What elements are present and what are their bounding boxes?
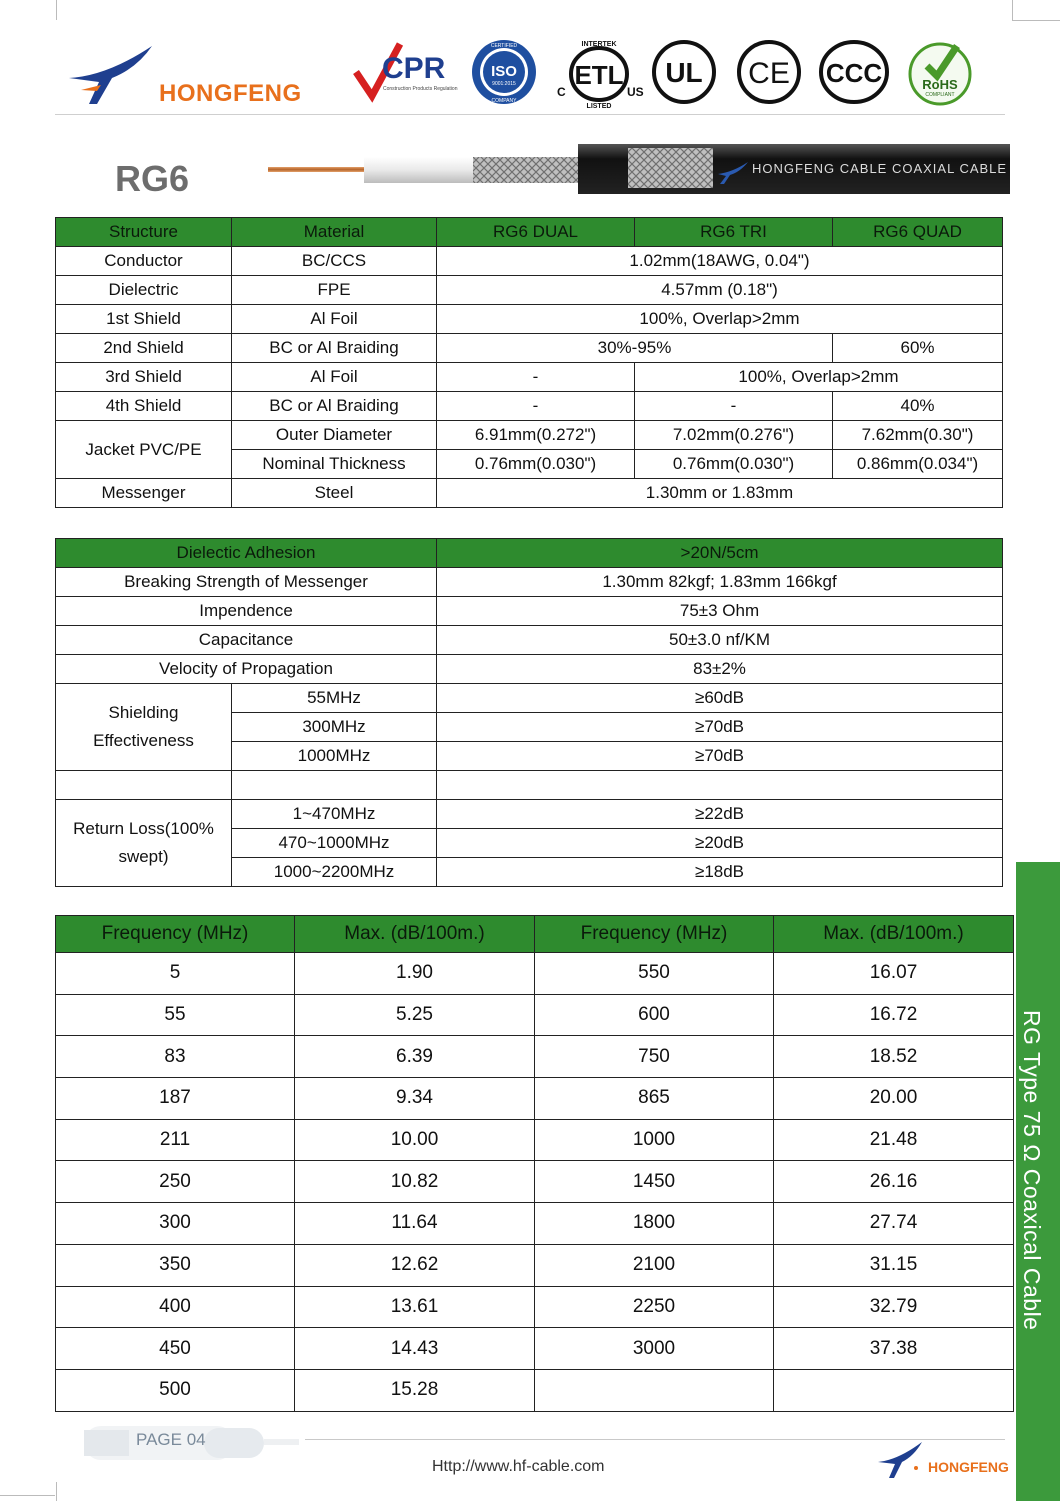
header-divider bbox=[55, 114, 1005, 115]
attenuation-table bbox=[55, 915, 1014, 1412]
table-cell: 26.16 bbox=[774, 1161, 1014, 1203]
table-cell: 750 bbox=[535, 1036, 774, 1078]
table-row bbox=[56, 1119, 1014, 1161]
table-cell: 50±3.0 nf/KM bbox=[437, 626, 1003, 655]
table-row bbox=[56, 655, 1003, 684]
svg-text:ISO: ISO bbox=[491, 63, 517, 80]
table-cell: 6.39 bbox=[295, 1036, 535, 1078]
table-cell: 83±2% bbox=[437, 655, 1003, 684]
table-cell: 1st Shield bbox=[56, 305, 232, 334]
svg-text:9001:2015: 9001:2015 bbox=[492, 81, 516, 87]
table-cell bbox=[437, 771, 1003, 800]
structure-table bbox=[55, 217, 1003, 508]
table-row bbox=[56, 597, 1003, 626]
footer-url[interactable]: Http://www.hf-cable.com bbox=[432, 1458, 605, 1475]
page-header bbox=[55, 30, 1005, 114]
return-loss-label bbox=[56, 800, 232, 887]
svg-text:CPR: CPR bbox=[382, 52, 446, 85]
table-cell: ≥18dB bbox=[437, 858, 1003, 887]
table-cell: 187 bbox=[56, 1078, 295, 1120]
svg-text:RoHS: RoHS bbox=[922, 77, 958, 92]
table-cell: 55MHz bbox=[232, 684, 437, 713]
side-tab-label: RG Type 75 Ω Coaxical Cable bbox=[1019, 1010, 1045, 1331]
iso-logo-icon bbox=[470, 38, 538, 106]
crop-mark bbox=[0, 1495, 55, 1496]
rohs-logo-icon bbox=[905, 38, 973, 106]
table-cell: 31.15 bbox=[774, 1244, 1014, 1286]
table-cell: 865 bbox=[535, 1078, 774, 1120]
cable-illustration bbox=[268, 144, 1010, 194]
table-header-row bbox=[56, 218, 1003, 247]
crop-mark bbox=[56, 1482, 57, 1501]
table-cell: Al Foil bbox=[232, 363, 437, 392]
table-row bbox=[56, 1078, 1014, 1120]
shielding-label-line: Effectiveness bbox=[93, 731, 194, 750]
table-cell: BC or Al Braiding bbox=[232, 334, 437, 363]
attenuation-rows bbox=[56, 953, 1014, 1412]
brand-name: HONGFENG bbox=[159, 80, 302, 107]
column-header: Max. (dB/100m.) bbox=[774, 916, 1014, 953]
table-cell: BC/CCS bbox=[232, 247, 437, 276]
svg-text:COMPANY: COMPANY bbox=[491, 98, 517, 104]
table-cell: 0.86mm(0.034") bbox=[833, 450, 1003, 479]
table-cell: Steel bbox=[232, 479, 437, 508]
column-header: Frequency (MHz) bbox=[56, 916, 295, 953]
table-row bbox=[56, 953, 1014, 995]
product-title: RG6 bbox=[115, 158, 190, 199]
table-cell: 2250 bbox=[535, 1286, 774, 1328]
svg-text:LISTED: LISTED bbox=[586, 103, 612, 110]
svg-text:HONGFENG CABLE COAXIAL CABLE: HONGFENG CABLE COAXIAL CABLE bbox=[752, 161, 1008, 176]
table-cell: 16.07 bbox=[774, 953, 1014, 995]
cpr-logo-icon bbox=[352, 38, 458, 106]
table-cell: Conductor bbox=[56, 247, 232, 276]
table-cell: 0.76mm(0.030") bbox=[437, 450, 635, 479]
table-row bbox=[56, 247, 1003, 276]
svg-text:ETL: ETL bbox=[574, 60, 624, 90]
table-cell: 2nd Shield bbox=[56, 334, 232, 363]
table-cell: 13.61 bbox=[295, 1286, 535, 1328]
table-cell: 9.34 bbox=[295, 1078, 535, 1120]
svg-text:CE: CE bbox=[748, 57, 790, 90]
shielding-label bbox=[56, 684, 232, 771]
table-cell: 3000 bbox=[535, 1328, 774, 1370]
table-cell: 550 bbox=[535, 953, 774, 995]
column-header: Material bbox=[232, 218, 437, 247]
table-row bbox=[56, 1161, 1014, 1203]
table-row bbox=[56, 1203, 1014, 1245]
ccc-logo-icon bbox=[818, 38, 886, 106]
ul-logo-icon bbox=[650, 38, 718, 106]
side-tab-label-wrap bbox=[1018, 1010, 1058, 1360]
svg-text:CERTIFIED: CERTIFIED bbox=[490, 43, 518, 49]
svg-text:INTERTEK: INTERTEK bbox=[581, 41, 617, 48]
table-cell: 1450 bbox=[535, 1161, 774, 1203]
table-cell: 450 bbox=[56, 1328, 295, 1370]
table-cell: 14.43 bbox=[295, 1328, 535, 1370]
table-cell: 21.48 bbox=[774, 1119, 1014, 1161]
column-header: RG6 TRI bbox=[635, 218, 833, 247]
table-cell: Capacitance bbox=[56, 626, 437, 655]
table-cell: Breaking Strength of Messenger bbox=[56, 568, 437, 597]
table-cell: ≥70dB bbox=[437, 742, 1003, 771]
table-row bbox=[56, 684, 1003, 713]
table-cell: 1800 bbox=[535, 1203, 774, 1245]
table-cell: Outer Diameter bbox=[232, 421, 437, 450]
table-cell: 40% bbox=[833, 392, 1003, 421]
svg-text:COMPLIANT: COMPLIANT bbox=[925, 92, 955, 98]
svg-text:US: US bbox=[627, 85, 644, 99]
shielding-label-line: Shielding bbox=[108, 703, 179, 722]
column-header: >20N/5cm bbox=[437, 539, 1003, 568]
table-row bbox=[56, 334, 1003, 363]
column-header: Frequency (MHz) bbox=[535, 916, 774, 953]
table-row bbox=[56, 1328, 1014, 1370]
table-cell: 27.74 bbox=[774, 1203, 1014, 1245]
ce-logo-icon bbox=[735, 38, 803, 106]
bird-logo-icon bbox=[876, 1440, 926, 1480]
table-cell bbox=[774, 1369, 1014, 1411]
electrical-table bbox=[55, 538, 1003, 887]
table-header-row bbox=[56, 916, 1014, 953]
table-row bbox=[56, 276, 1003, 305]
table-row bbox=[56, 479, 1003, 508]
column-header: Structure bbox=[56, 218, 232, 247]
table-cell: 7.62mm(0.30") bbox=[833, 421, 1003, 450]
table-row bbox=[56, 1244, 1014, 1286]
table-cell: Jacket PVC/PE bbox=[56, 421, 232, 479]
svg-text:CCC: CCC bbox=[825, 58, 883, 88]
table-cell: 18.52 bbox=[774, 1036, 1014, 1078]
table-cell: 1000 bbox=[535, 1119, 774, 1161]
etl-logo-icon bbox=[553, 38, 645, 110]
return-loss-label-line: Return Loss(100% bbox=[73, 819, 214, 838]
table-row bbox=[56, 305, 1003, 334]
table-cell: 6.91mm(0.272") bbox=[437, 421, 635, 450]
table-cell: 55 bbox=[56, 994, 295, 1036]
svg-text:Construction Products Regulati: Construction Products Regulation bbox=[383, 86, 458, 92]
table-cell: - bbox=[437, 392, 635, 421]
table-cell bbox=[56, 771, 232, 800]
table-cell: 7.02mm(0.276") bbox=[635, 421, 833, 450]
table-row bbox=[56, 363, 1003, 392]
table-cell bbox=[535, 1369, 774, 1411]
table-cell: 350 bbox=[56, 1244, 295, 1286]
table-cell: 211 bbox=[56, 1119, 295, 1161]
table-row bbox=[56, 568, 1003, 597]
table-cell: 5 bbox=[56, 953, 295, 995]
table-cell: Dielectric bbox=[56, 276, 232, 305]
table-cell: Nominal Thickness bbox=[232, 450, 437, 479]
table-cell: 10.82 bbox=[295, 1161, 535, 1203]
column-header: RG6 QUAD bbox=[833, 218, 1003, 247]
table-cell: Impendence bbox=[56, 597, 437, 626]
table-row bbox=[56, 994, 1014, 1036]
table-cell: 250 bbox=[56, 1161, 295, 1203]
table-header-row bbox=[56, 539, 1003, 568]
column-header: Max. (dB/100m.) bbox=[295, 916, 535, 953]
table-cell: 75±3 Ohm bbox=[437, 597, 1003, 626]
table-cell: 500 bbox=[56, 1369, 295, 1411]
table-cell: 12.62 bbox=[295, 1244, 535, 1286]
table-cell: Al Foil bbox=[232, 305, 437, 334]
table-cell: ≥60dB bbox=[437, 684, 1003, 713]
table-cell: 0.76mm(0.030") bbox=[635, 450, 833, 479]
table-cell: - bbox=[437, 363, 635, 392]
table-cell: 2100 bbox=[535, 1244, 774, 1286]
bird-logo-icon bbox=[67, 38, 167, 108]
footer-brand: HONGFENG bbox=[928, 1459, 1009, 1475]
page-number: PAGE 04 bbox=[136, 1430, 206, 1449]
table-cell: 300 bbox=[56, 1203, 295, 1245]
table-cell: 4.57mm (0.18") bbox=[437, 276, 1003, 305]
table-cell: 300MHz bbox=[232, 713, 437, 742]
table-cell: BC or Al Braiding bbox=[232, 392, 437, 421]
table-row bbox=[56, 626, 1003, 655]
table-row bbox=[56, 800, 1003, 829]
table-cell: 10.00 bbox=[295, 1119, 535, 1161]
table-cell: FPE bbox=[232, 276, 437, 305]
table-cell: 60% bbox=[833, 334, 1003, 363]
table-row bbox=[56, 421, 1003, 450]
table-cell: ≥70dB bbox=[437, 713, 1003, 742]
table-cell: 100%, Overlap>2mm bbox=[635, 363, 1003, 392]
table-cell: 470~1000MHz bbox=[232, 829, 437, 858]
table-cell: 16.72 bbox=[774, 994, 1014, 1036]
table-cell: 600 bbox=[535, 994, 774, 1036]
table-row bbox=[56, 1286, 1014, 1328]
table-cell: 1000MHz bbox=[232, 742, 437, 771]
table-cell: 1.90 bbox=[295, 953, 535, 995]
hongfeng-logo bbox=[67, 38, 302, 108]
crop-mark bbox=[1012, 0, 1013, 20]
table-row-empty bbox=[56, 771, 1003, 800]
table-cell: 83 bbox=[56, 1036, 295, 1078]
column-header: RG6 DUAL bbox=[437, 218, 635, 247]
table-cell: 20.00 bbox=[774, 1078, 1014, 1120]
svg-text:C: C bbox=[557, 85, 566, 99]
table-cell: 15.28 bbox=[295, 1369, 535, 1411]
table-row bbox=[56, 392, 1003, 421]
table-cell: ≥20dB bbox=[437, 829, 1003, 858]
table-cell: 4th Shield bbox=[56, 392, 232, 421]
table-cell: Velocity of Propagation bbox=[56, 655, 437, 684]
table-cell: 3rd Shield bbox=[56, 363, 232, 392]
table-cell: 1~470MHz bbox=[232, 800, 437, 829]
svg-text:UL: UL bbox=[665, 57, 703, 88]
table-cell: 1.02mm(18AWG, 0.04") bbox=[437, 247, 1003, 276]
column-header: Dielectic Adhesion bbox=[56, 539, 437, 568]
table-cell: 37.38 bbox=[774, 1328, 1014, 1370]
table-cell bbox=[232, 771, 437, 800]
table-cell: 1000~2200MHz bbox=[232, 858, 437, 887]
table-cell: 1.30mm 82kgf; 1.83mm 166kgf bbox=[437, 568, 1003, 597]
table-cell: - bbox=[635, 392, 833, 421]
table-cell: 5.25 bbox=[295, 994, 535, 1036]
table-cell: 100%, Overlap>2mm bbox=[437, 305, 1003, 334]
table-row bbox=[56, 1369, 1014, 1411]
table-cell: 32.79 bbox=[774, 1286, 1014, 1328]
table-cell: ≥22dB bbox=[437, 800, 1003, 829]
table-cell: Messenger bbox=[56, 479, 232, 508]
table-row bbox=[56, 1036, 1014, 1078]
return-loss-label-line: swept) bbox=[118, 847, 169, 866]
table-cell: 400 bbox=[56, 1286, 295, 1328]
crop-mark bbox=[56, 0, 57, 20]
table-cell: 30%-95% bbox=[437, 334, 833, 363]
table-cell: 11.64 bbox=[295, 1203, 535, 1245]
crop-mark bbox=[1012, 20, 1060, 21]
table-cell: 1.30mm or 1.83mm bbox=[437, 479, 1003, 508]
